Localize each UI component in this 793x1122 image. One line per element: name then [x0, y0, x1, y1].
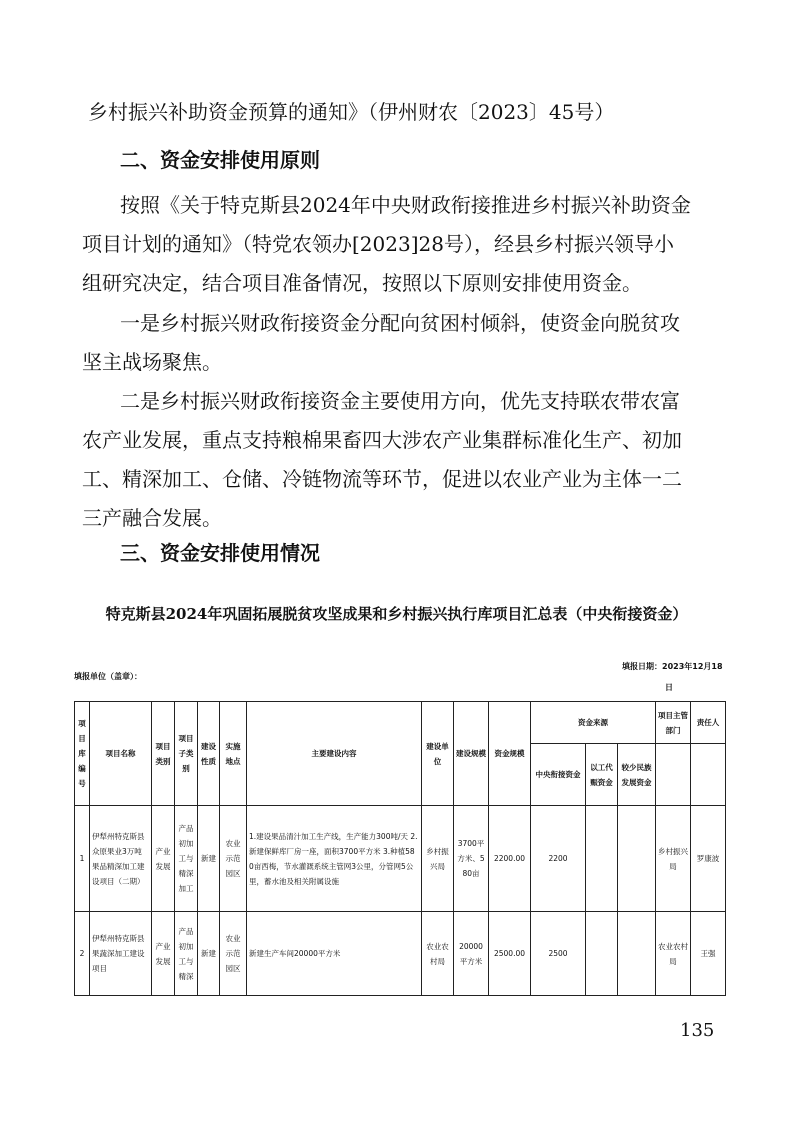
project-table	[74, 701, 726, 996]
cell-work-relief	[586, 912, 618, 996]
cell-location: 农业示范园区	[220, 912, 247, 996]
header-owner: 责任人	[691, 702, 726, 744]
cell-work-relief	[586, 806, 618, 912]
paragraph-line: 三产融合发展。	[82, 506, 222, 530]
cell-dept: 农业农村局	[656, 912, 691, 996]
cell-central: 2500	[531, 912, 586, 996]
cell-seq: 2	[75, 912, 90, 996]
cell-central: 2200	[531, 806, 586, 912]
paragraph-line: 按照《关于特克斯县2024年中央财政衔接推进乡村振兴补助资金	[120, 193, 691, 217]
header-unit: 建设单位	[422, 702, 454, 806]
cell-funds-total: 2500.00	[489, 912, 531, 996]
cell-unit: 农业农村局	[422, 912, 454, 996]
header-work-relief: 以工代赈资金	[586, 744, 618, 806]
header-dept-blank	[656, 744, 691, 806]
header-funds-total: 资金规模	[489, 702, 531, 806]
cell-category: 产业发展	[152, 912, 175, 996]
cell-nature: 新建	[198, 806, 220, 912]
cell-category: 产业发展	[152, 806, 175, 912]
table-row	[75, 912, 726, 996]
cell-unit: 乡村振兴局	[422, 806, 454, 912]
cell-scale: 3700平方米、580亩	[454, 806, 489, 912]
paragraph-line: 乡村振兴补助资金预算的通知》（伊州财农〔2023〕45号）	[88, 100, 615, 124]
paragraph-line: 项目计划的通知》（特党农领办[2023]28号），经县乡村振兴领导小	[82, 232, 674, 256]
cell-dept: 乡村振兴局	[656, 806, 691, 912]
cell-subcategory: 产品初加工与精深	[175, 912, 198, 996]
header-nature: 建设性质	[198, 702, 220, 806]
cell-subcategory: 产品初加工与精深加工	[175, 806, 198, 912]
header-seq: 项目库编号	[75, 702, 90, 806]
cell-content: 1.建设果品清汁加工生产线，生产能力300吨/天 2.新建保鲜库厂房一座，面积3700平方米 3.种植580亩西梅，节水灌溉系统主管网3公里，分管网5公里，蓄水池及相关附属设施	[247, 806, 422, 912]
paragraph-line: 一是乡村振兴财政衔接资金分配向贫困村倾斜，使资金向脱贫攻	[120, 311, 680, 335]
header-location: 实施地点	[220, 702, 247, 806]
header-minority: 较少民族发展资金	[618, 744, 656, 806]
table-header-row	[75, 702, 726, 744]
cell-name: 伊犁州特克斯县果蔬深加工建设项目	[90, 912, 152, 996]
header-content: 主要建设内容	[247, 702, 422, 806]
header-dept: 项目主管部门	[656, 702, 691, 744]
fill-date-label-cont: 日	[665, 683, 673, 692]
cell-owner: 罗康波	[691, 806, 726, 912]
paragraph-line: 农产业发展，重点支持粮棉果畜四大涉农产业集群标准化生产、初加	[82, 428, 682, 452]
fill-unit-label: 填报单位（盖章）：	[74, 672, 142, 681]
table-title: 特克斯县2024年巩固拓展脱贫攻坚成果和乡村振兴执行库项目汇总表（中央衔接资金）	[105, 605, 688, 623]
paragraph-line: 坚主战场聚焦。	[82, 350, 222, 374]
header-subcategory: 项目子类别	[175, 702, 198, 806]
fill-date-label: 填报日期：2023年12月18	[622, 662, 723, 671]
paragraph-line: 组研究决定，结合项目准备情况，按照以下原则安排使用资金。	[82, 271, 642, 295]
cell-minority	[618, 912, 656, 996]
section-heading: 三、资金安排使用情况	[120, 541, 320, 565]
paragraph-line: 工、精深加工、仓储、冷链物流等环节，促进以农业产业为主体一二	[82, 467, 682, 491]
header-category: 项目类别	[152, 702, 175, 806]
header-scale: 建设规模	[454, 702, 489, 806]
cell-seq: 1	[75, 806, 90, 912]
table-row	[75, 806, 726, 912]
header-funds-source: 资金来源	[531, 702, 656, 744]
header-owner-blank	[691, 744, 726, 806]
cell-nature: 新建	[198, 912, 220, 996]
cell-scale: 20000平方米	[454, 912, 489, 996]
paragraph-line: 二是乡村振兴财政衔接资金主要使用方向，优先支持联农带农富	[120, 389, 680, 413]
cell-content: 新建生产车间20000平方米	[247, 912, 422, 996]
cell-funds-total: 2200.00	[489, 806, 531, 912]
cell-minority	[618, 806, 656, 912]
header-name: 项目名称	[90, 702, 152, 806]
header-central: 中央衔接资金	[531, 744, 586, 806]
cell-name: 伊犁州特克斯县众原果业3万吨果品精深加工建设项目（二期）	[90, 806, 152, 912]
cell-location: 农业示范园区	[220, 806, 247, 912]
page-number: 135	[680, 1020, 715, 1041]
section-heading: 二、资金安排使用原则	[120, 148, 320, 172]
cell-owner: 王强	[691, 912, 726, 996]
